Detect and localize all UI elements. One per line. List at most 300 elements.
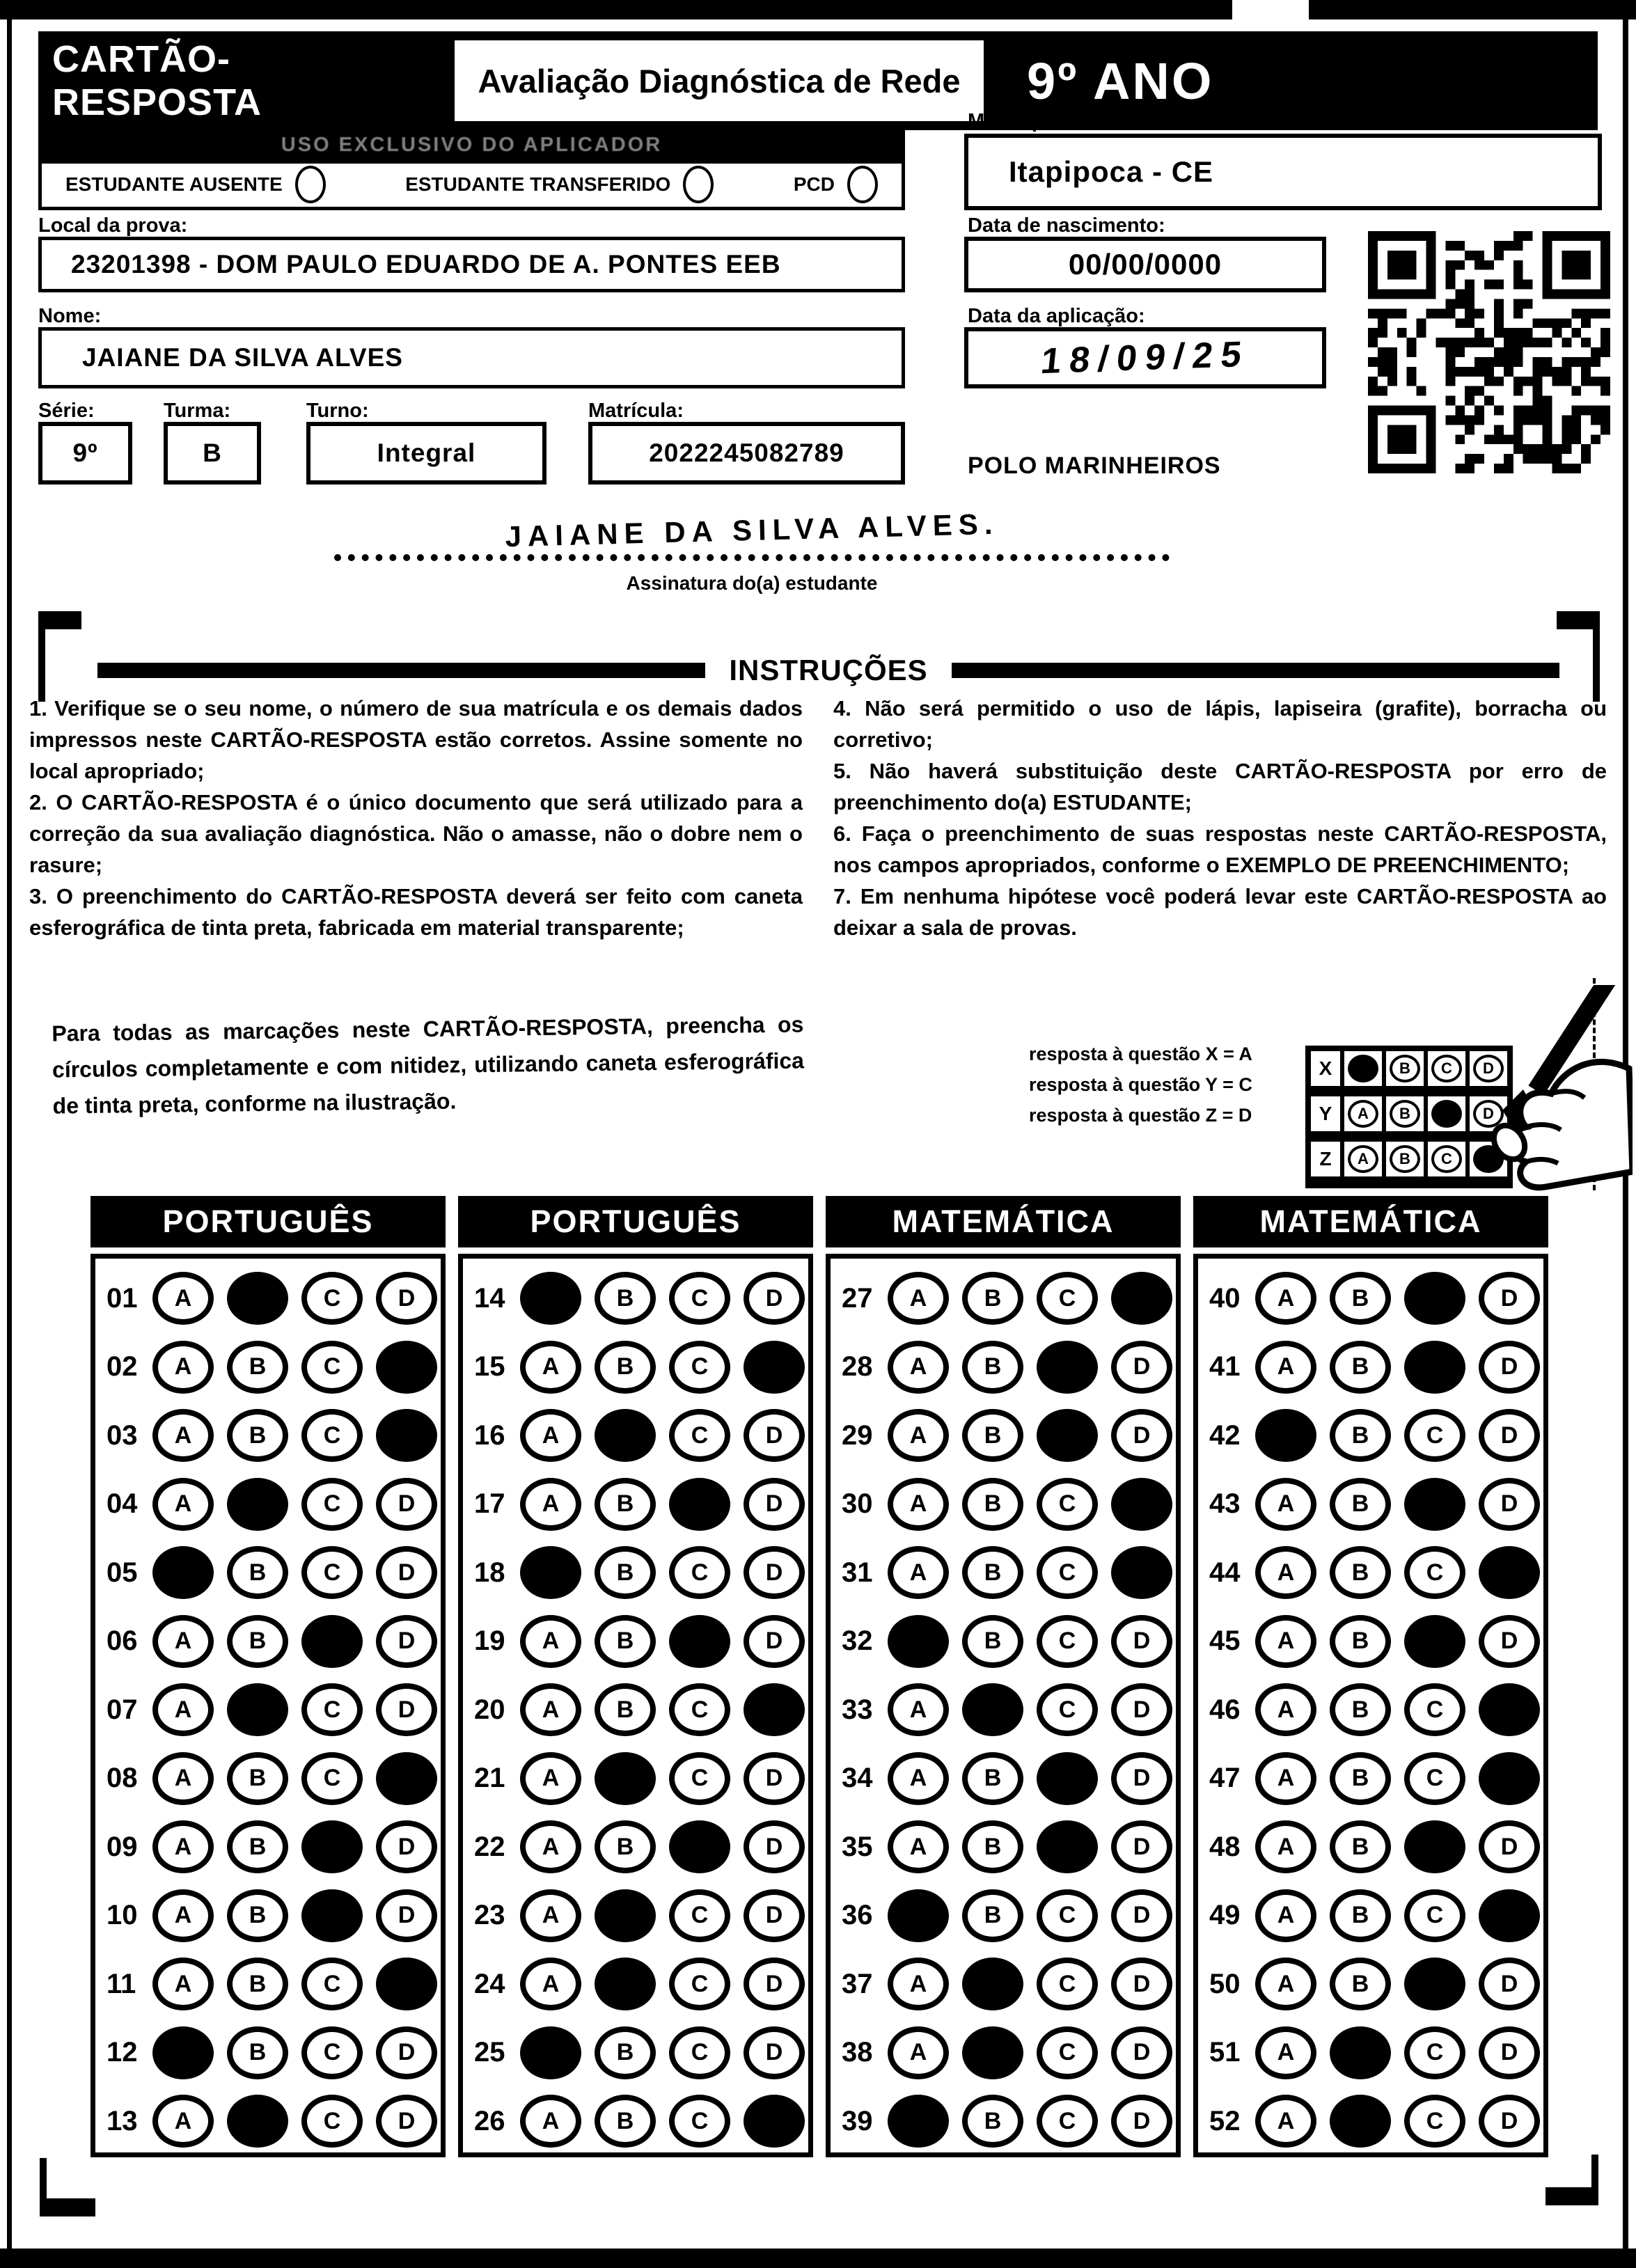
question-row — [831, 1538, 1176, 1607]
bubble-20-B[interactable] — [595, 1683, 656, 1736]
bubble-11-D[interactable] — [376, 1958, 437, 2010]
bubble-50-B[interactable] — [1330, 1958, 1391, 2010]
bubble-42-B[interactable] — [1330, 1409, 1391, 1462]
bubble-12-D[interactable] — [376, 2026, 437, 2079]
bubble-02-B[interactable] — [227, 1341, 288, 1394]
bubble-11-B[interactable] — [227, 1958, 288, 2010]
question-row — [95, 2019, 441, 2088]
bubble-group — [1255, 2095, 1540, 2148]
instruction-item: 1. Verifique se o seu nome, o número de sua matrícula e os demais dados impressos neste CARTÃO-RESPOSTA estão corretos. Assine somente no local apropriado; — [29, 696, 803, 783]
bubble-15-B[interactable] — [595, 1341, 656, 1394]
bubble-51-C[interactable] — [1404, 2026, 1465, 2079]
bubble-22-A[interactable] — [520, 1820, 581, 1873]
bubble-29-D[interactable] — [1111, 1409, 1172, 1462]
bubble-36-C[interactable] — [1037, 1889, 1098, 1942]
question-row — [463, 1264, 808, 1333]
bubble-30-D[interactable] — [1111, 1478, 1172, 1531]
bubble-17-B[interactable] — [595, 1478, 656, 1531]
bubble-25-D[interactable] — [744, 2026, 805, 2079]
bubble-13-D[interactable] — [376, 2095, 437, 2148]
bubble-33-D[interactable] — [1111, 1683, 1172, 1736]
bubble-group — [520, 1478, 805, 1531]
bubble-letter — [398, 1422, 416, 1449]
question-number: 24 — [474, 1968, 505, 1999]
bubble-30-C[interactable] — [1037, 1478, 1098, 1531]
crop-mark-top-left-line — [38, 611, 45, 702]
bubble-34-B[interactable] — [962, 1752, 1023, 1805]
bubble-43-C[interactable] — [1404, 1478, 1465, 1531]
question-number: 52 — [1209, 2105, 1241, 2136]
question-row — [463, 1607, 808, 1676]
question-row — [95, 1813, 441, 1882]
bubble-15-D[interactable] — [744, 1341, 805, 1394]
bubble-02-C[interactable] — [301, 1341, 363, 1394]
bubble-23-D[interactable] — [744, 1889, 805, 1942]
bubble-06-B[interactable] — [227, 1615, 288, 1668]
bubble-46-B[interactable] — [1330, 1683, 1391, 1736]
bubble-23-C[interactable] — [669, 1889, 730, 1942]
bubble-letter: C — [691, 1970, 709, 1997]
bubble-28-A[interactable] — [888, 1341, 949, 1394]
bubble-44-B[interactable] — [1330, 1546, 1391, 1599]
bubble-26-A[interactable] — [520, 2095, 581, 2148]
bubble-letter — [1059, 1422, 1076, 1449]
bubble-49-D[interactable] — [1479, 1889, 1540, 1942]
bubble-03-C[interactable] — [301, 1409, 363, 1462]
bubble-32-B[interactable] — [962, 1615, 1023, 1668]
bubble-letter: A — [1277, 1902, 1295, 1929]
example-bubble-Y-A[interactable] — [1348, 1100, 1378, 1128]
bubble-11-C[interactable] — [301, 1958, 363, 2010]
bubble-04-D[interactable] — [376, 1478, 437, 1531]
bubble-07-B[interactable] — [227, 1683, 288, 1736]
bubble-26-C[interactable] — [669, 2095, 730, 2148]
bubble-45-D[interactable] — [1479, 1615, 1540, 1668]
bubble-letter — [1059, 1765, 1076, 1792]
bubble-47-D[interactable] — [1479, 1752, 1540, 1805]
bubble-50-D[interactable] — [1479, 1958, 1540, 2010]
bubble-33-B[interactable] — [962, 1683, 1023, 1736]
bubble-letter: B — [616, 1696, 634, 1723]
bubble-16-C[interactable] — [669, 1409, 730, 1462]
bubble-35-D[interactable] — [1111, 1820, 1172, 1873]
bubble-02-A[interactable] — [152, 1341, 214, 1394]
bubble-11-A[interactable] — [152, 1958, 214, 2010]
bubble-28-C[interactable] — [1037, 1341, 1098, 1394]
bubble-09-D[interactable] — [376, 1820, 437, 1873]
bubble-01-C[interactable] — [301, 1272, 363, 1325]
bubble-51-A[interactable] — [1255, 2026, 1316, 2079]
aplicacao-label: Data da aplicação: — [968, 305, 1145, 327]
bubble-04-B[interactable] — [227, 1478, 288, 1531]
bubble-29-C[interactable] — [1037, 1409, 1098, 1462]
bubble-05-C[interactable] — [301, 1546, 363, 1599]
bubble-27-C[interactable] — [1037, 1272, 1098, 1325]
bubble-40-D[interactable] — [1479, 1272, 1540, 1325]
aplicacao-box — [964, 327, 1326, 388]
bubble-08-D[interactable] — [376, 1752, 437, 1805]
bubble-18-C[interactable] — [669, 1546, 730, 1599]
bubble-06-A[interactable] — [152, 1615, 214, 1668]
bubble-33-C[interactable] — [1037, 1683, 1098, 1736]
bubble-letter — [1426, 1353, 1444, 1380]
bubble-38-B[interactable] — [962, 2026, 1023, 2079]
bubble-19-A[interactable] — [520, 1615, 581, 1668]
bubble-01-A[interactable] — [152, 1272, 214, 1325]
bubble-17-D[interactable] — [744, 1478, 805, 1531]
bubble-14-B[interactable] — [595, 1272, 656, 1325]
bubble-letter: B — [984, 1353, 1002, 1380]
bubble-35-C[interactable] — [1037, 1820, 1098, 1873]
bubble-50-C[interactable] — [1404, 1958, 1465, 2010]
bubble-26-B[interactable] — [595, 2095, 656, 2148]
bubble-15-C[interactable] — [669, 1341, 730, 1394]
aplicador-section — [38, 123, 905, 210]
bubble-52-B[interactable] — [1330, 2095, 1391, 2148]
bubble-38-A[interactable] — [888, 2026, 949, 2079]
bubble-letter: A — [542, 1833, 560, 1860]
bubble-08-B[interactable] — [227, 1752, 288, 1805]
example-bubble-X-B[interactable] — [1390, 1055, 1420, 1082]
bubble-26-D[interactable] — [744, 2095, 805, 2148]
bubble-46-C[interactable] — [1404, 1683, 1465, 1736]
bubble-21-B[interactable] — [595, 1752, 656, 1805]
bubble-40-C[interactable] — [1404, 1272, 1465, 1325]
bubble-10-A[interactable] — [152, 1889, 214, 1942]
bubble-21-C[interactable] — [669, 1752, 730, 1805]
bubble-letter: C — [1426, 1559, 1444, 1586]
bubble-letter: C — [691, 1696, 709, 1723]
question-number: 48 — [1209, 1831, 1241, 1862]
bubble-21-A[interactable] — [520, 1752, 581, 1805]
local-prova-label: Local da prova: — [38, 214, 188, 237]
bubble-19-D[interactable] — [744, 1615, 805, 1668]
bubble-14-C[interactable] — [669, 1272, 730, 1325]
bubble-36-B[interactable] — [962, 1889, 1023, 1942]
bubble-48-B[interactable] — [1330, 1820, 1391, 1873]
bubble-07-C[interactable] — [301, 1683, 363, 1736]
bubble-16-B[interactable] — [595, 1409, 656, 1462]
bubble-18-B[interactable] — [595, 1546, 656, 1599]
bubble-letter: A — [1358, 1105, 1369, 1122]
bubble-05-D[interactable] — [376, 1546, 437, 1599]
bubble-letter: B — [1351, 1833, 1369, 1860]
bubble-group — [152, 1546, 437, 1599]
question-row — [95, 1264, 441, 1333]
bubble-52-A[interactable] — [1255, 2095, 1316, 2148]
nome-value: JAIANE DA SILVA ALVES — [82, 343, 403, 372]
bubble-46-D[interactable] — [1479, 1683, 1540, 1736]
bubble-letter: B — [1351, 1490, 1369, 1518]
bubble-37-C[interactable] — [1037, 1958, 1098, 2010]
bubble-letter — [984, 1971, 1002, 1998]
bubble-13-B[interactable] — [227, 2095, 288, 2148]
bubble-49-C[interactable] — [1404, 1889, 1465, 1942]
bubble-27-A[interactable] — [888, 1272, 949, 1325]
bubble-47-C[interactable] — [1404, 1752, 1465, 1805]
bubble-09-C[interactable] — [301, 1820, 363, 1873]
bubble-01-B[interactable] — [227, 1272, 288, 1325]
bubble-36-D[interactable] — [1111, 1889, 1172, 1942]
bubble-03-D[interactable] — [376, 1409, 437, 1462]
bubble-47-B[interactable] — [1330, 1752, 1391, 1805]
bubble-27-D[interactable] — [1111, 1272, 1172, 1325]
bubble-letter: A — [1277, 1353, 1295, 1380]
bubble-12-C[interactable] — [301, 2026, 363, 2079]
municipio-label: Município: — [968, 110, 1069, 132]
bubble-17-A[interactable] — [520, 1478, 581, 1531]
bubble-39-D[interactable] — [1111, 2095, 1172, 2148]
municipio-value: Itapipoca - CE — [1009, 155, 1214, 188]
example-bubble-X-A[interactable] — [1348, 1055, 1378, 1082]
question-number: 40 — [1209, 1282, 1241, 1314]
bubble-51-D[interactable] — [1479, 2026, 1540, 2079]
bubble-letter: B — [1351, 1559, 1369, 1586]
bubble-22-B[interactable] — [595, 1820, 656, 1873]
bubble-14-A[interactable] — [520, 1272, 581, 1325]
bubble-29-B[interactable] — [962, 1409, 1023, 1462]
bubble-letter: D — [1483, 1060, 1494, 1077]
bubble-letter — [766, 1353, 783, 1380]
bubble-34-C[interactable] — [1037, 1752, 1098, 1805]
bubble-08-A[interactable] — [152, 1752, 214, 1805]
bubble-37-B[interactable] — [962, 1958, 1023, 2010]
bubble-letter — [249, 1696, 267, 1724]
bubble-17-C[interactable] — [669, 1478, 730, 1531]
bubble-letter: C — [691, 1353, 709, 1380]
bubble-letter: C — [323, 1970, 341, 1997]
bubble-25-C[interactable] — [669, 2026, 730, 2079]
bubble-39-C[interactable] — [1037, 2095, 1098, 2148]
question-number: 02 — [107, 1351, 138, 1383]
bubble-12-B[interactable] — [227, 2026, 288, 2079]
pcd-circle[interactable] — [847, 166, 878, 203]
bubble-letter — [691, 1490, 709, 1518]
bubble-letter — [398, 1971, 416, 1998]
bubble-46-A[interactable] — [1255, 1683, 1316, 1736]
bubble-08-C[interactable] — [301, 1752, 363, 1805]
bubble-44-A[interactable] — [1255, 1546, 1316, 1599]
bubble-43-D[interactable] — [1479, 1478, 1540, 1531]
bubble-letter: A — [909, 1696, 927, 1723]
bubble-48-C[interactable] — [1404, 1820, 1465, 1873]
bubble-27-B[interactable] — [962, 1272, 1023, 1325]
bubble-38-C[interactable] — [1037, 2026, 1098, 2079]
turma-label: Turma: — [164, 400, 231, 422]
bubble-14-D[interactable] — [744, 1272, 805, 1325]
bubble-20-A[interactable] — [520, 1683, 581, 1736]
bubble-52-C[interactable] — [1404, 2095, 1465, 2148]
bubble-20-C[interactable] — [669, 1683, 730, 1736]
local-prova-box — [38, 237, 905, 292]
bubble-33-A[interactable] — [888, 1683, 949, 1736]
bubble-23-A[interactable] — [520, 1889, 581, 1942]
bubble-04-A[interactable] — [152, 1478, 214, 1531]
bubble-45-C[interactable] — [1404, 1615, 1465, 1668]
bubble-letter — [1426, 1628, 1444, 1655]
ausente-circle[interactable] — [295, 166, 326, 203]
bubble-13-C[interactable] — [301, 2095, 363, 2148]
bubble-01-D[interactable] — [376, 1272, 437, 1325]
bubble-09-A[interactable] — [152, 1820, 214, 1873]
bubble-group — [152, 2026, 437, 2079]
bubble-39-B[interactable] — [962, 2095, 1023, 2148]
bubble-30-B[interactable] — [962, 1478, 1023, 1531]
bubble-16-D[interactable] — [744, 1409, 805, 1462]
bubble-29-A[interactable] — [888, 1409, 949, 1462]
bubble-42-D[interactable] — [1479, 1409, 1540, 1462]
bubble-letter: B — [616, 1628, 634, 1655]
bubble-letter: C — [691, 2107, 709, 2134]
transferido-circle[interactable] — [683, 166, 714, 203]
bubble-30-A[interactable] — [888, 1478, 949, 1531]
bubble-18-D[interactable] — [744, 1546, 805, 1599]
bubble-24-B[interactable] — [595, 1958, 656, 2010]
bubble-51-B[interactable] — [1330, 2026, 1391, 2079]
bubble-42-C[interactable] — [1404, 1409, 1465, 1462]
bubble-24-A[interactable] — [520, 1958, 581, 2010]
bubble-15-A[interactable] — [520, 1341, 581, 1394]
bubble-group — [1255, 1615, 1540, 1668]
bubble-05-A[interactable] — [152, 1546, 214, 1599]
question-number: 01 — [107, 1282, 138, 1314]
bubble-22-D[interactable] — [744, 1820, 805, 1873]
bubble-07-D[interactable] — [376, 1683, 437, 1736]
bubble-35-B[interactable] — [962, 1820, 1023, 1873]
option-estudante-ausente — [65, 166, 326, 203]
bubble-16-A[interactable] — [520, 1409, 581, 1462]
question-row — [463, 1745, 808, 1813]
bubble-19-B[interactable] — [595, 1615, 656, 1668]
bubble-letter: A — [174, 1696, 192, 1723]
bubble-32-C[interactable] — [1037, 1615, 1098, 1668]
bubble-12-A[interactable] — [152, 2026, 214, 2079]
bubble-49-B[interactable] — [1330, 1889, 1391, 1942]
bubble-10-B[interactable] — [227, 1889, 288, 1942]
bubble-04-C[interactable] — [301, 1478, 363, 1531]
bubble-39-A[interactable] — [888, 2095, 949, 2148]
bubble-32-A[interactable] — [888, 1615, 949, 1668]
bubble-13-A[interactable] — [152, 2095, 214, 2148]
bubble-group — [520, 2026, 805, 2079]
bubble-03-B[interactable] — [227, 1409, 288, 1462]
bubble-45-B[interactable] — [1330, 1615, 1391, 1668]
bubble-letter: D — [765, 1970, 783, 1997]
example-bubble-Y-B[interactable] — [1390, 1100, 1420, 1128]
bubble-25-A[interactable] — [520, 2026, 581, 2079]
bubble-41-C[interactable] — [1404, 1341, 1465, 1394]
bubble-36-A[interactable] — [888, 1889, 949, 1942]
question-row — [831, 2019, 1176, 2088]
bubble-letter: B — [1399, 1105, 1410, 1122]
bubble-05-B[interactable] — [227, 1546, 288, 1599]
bubble-31-C[interactable] — [1037, 1546, 1098, 1599]
bubble-49-A[interactable] — [1255, 1889, 1316, 1942]
question-number: 17 — [474, 1488, 505, 1520]
bubble-24-C[interactable] — [669, 1958, 730, 2010]
instruction-item: 3. O preenchimento do CARTÃO-RESPOSTA deverá ser feito com caneta esferográfica de tinta preta, fabricada em material transparente; — [29, 884, 803, 940]
bubble-32-D[interactable] — [1111, 1615, 1172, 1668]
bubble-50-A[interactable] — [1255, 1958, 1316, 2010]
bubble-40-A[interactable] — [1255, 1272, 1316, 1325]
question-number: 31 — [842, 1557, 873, 1588]
bubble-38-D[interactable] — [1111, 2026, 1172, 2079]
bubble-37-A[interactable] — [888, 1958, 949, 2010]
bubble-23-B[interactable] — [595, 1889, 656, 1942]
bubble-37-D[interactable] — [1111, 1958, 1172, 2010]
bubble-19-C[interactable] — [669, 1615, 730, 1668]
bubble-06-C[interactable] — [301, 1615, 363, 1668]
bubble-31-D[interactable] — [1111, 1546, 1172, 1599]
bubble-letter: A — [1277, 1628, 1295, 1655]
bubble-letter — [249, 2108, 267, 2135]
bubble-41-D[interactable] — [1479, 1341, 1540, 1394]
bubble-letter: A — [1277, 2039, 1295, 2066]
bubble-44-D[interactable] — [1479, 1546, 1540, 1599]
bubble-group — [1255, 1889, 1540, 1942]
bubble-31-A[interactable] — [888, 1546, 949, 1599]
bubble-letter — [910, 2108, 927, 2135]
bubble-02-D[interactable] — [376, 1341, 437, 1394]
bubble-10-D[interactable] — [376, 1889, 437, 1942]
question-row — [831, 1401, 1176, 1470]
bubble-28-D[interactable] — [1111, 1341, 1172, 1394]
signature-caption: Assinatura do(a) estudante — [626, 572, 878, 594]
bubble-07-A[interactable] — [152, 1683, 214, 1736]
bubble-letter — [1352, 2039, 1369, 2066]
bubble-24-D[interactable] — [744, 1958, 805, 2010]
bubble-18-A[interactable] — [520, 1546, 581, 1599]
bubble-letter: B — [616, 1353, 634, 1380]
bubble-03-A[interactable] — [152, 1409, 214, 1462]
bubble-48-A[interactable] — [1255, 1820, 1316, 1873]
question-row — [463, 1538, 808, 1607]
bubble-22-C[interactable] — [669, 1820, 730, 1873]
bubble-31-B[interactable] — [962, 1546, 1023, 1599]
bubble-25-B[interactable] — [595, 2026, 656, 2079]
bubble-34-D[interactable] — [1111, 1752, 1172, 1805]
bubble-35-A[interactable] — [888, 1820, 949, 1873]
bubble-group — [888, 1752, 1172, 1805]
bubble-letter — [1426, 1834, 1444, 1861]
bubble-40-B[interactable] — [1330, 1272, 1391, 1325]
bubble-48-D[interactable] — [1479, 1820, 1540, 1873]
bubble-34-A[interactable] — [888, 1752, 949, 1805]
bubble-06-D[interactable] — [376, 1615, 437, 1668]
bubble-10-C[interactable] — [301, 1889, 363, 1942]
bubble-20-D[interactable] — [744, 1683, 805, 1736]
bubble-45-A[interactable] — [1255, 1615, 1316, 1668]
bubble-43-B[interactable] — [1330, 1478, 1391, 1531]
example-bubble-Z-B[interactable] — [1390, 1145, 1420, 1173]
bubble-44-C[interactable] — [1404, 1546, 1465, 1599]
bubble-letter: D — [1133, 1353, 1151, 1380]
bubble-42-A[interactable] — [1255, 1409, 1316, 1462]
bubble-letter: C — [1426, 1765, 1444, 1792]
bubble-41-A[interactable] — [1255, 1341, 1316, 1394]
bubble-52-D[interactable] — [1479, 2095, 1540, 2148]
example-cell — [1342, 1094, 1384, 1133]
bubble-28-B[interactable] — [962, 1341, 1023, 1394]
question-row — [1198, 1607, 1543, 1676]
bubble-43-A[interactable] — [1255, 1478, 1316, 1531]
bubble-09-B[interactable] — [227, 1820, 288, 1873]
bubble-47-A[interactable] — [1255, 1752, 1316, 1805]
example-bubble-Z-A[interactable] — [1348, 1145, 1378, 1173]
bubble-41-B[interactable] — [1330, 1341, 1391, 1394]
bubble-letter: C — [323, 1490, 341, 1518]
bubble-21-D[interactable] — [744, 1752, 805, 1805]
